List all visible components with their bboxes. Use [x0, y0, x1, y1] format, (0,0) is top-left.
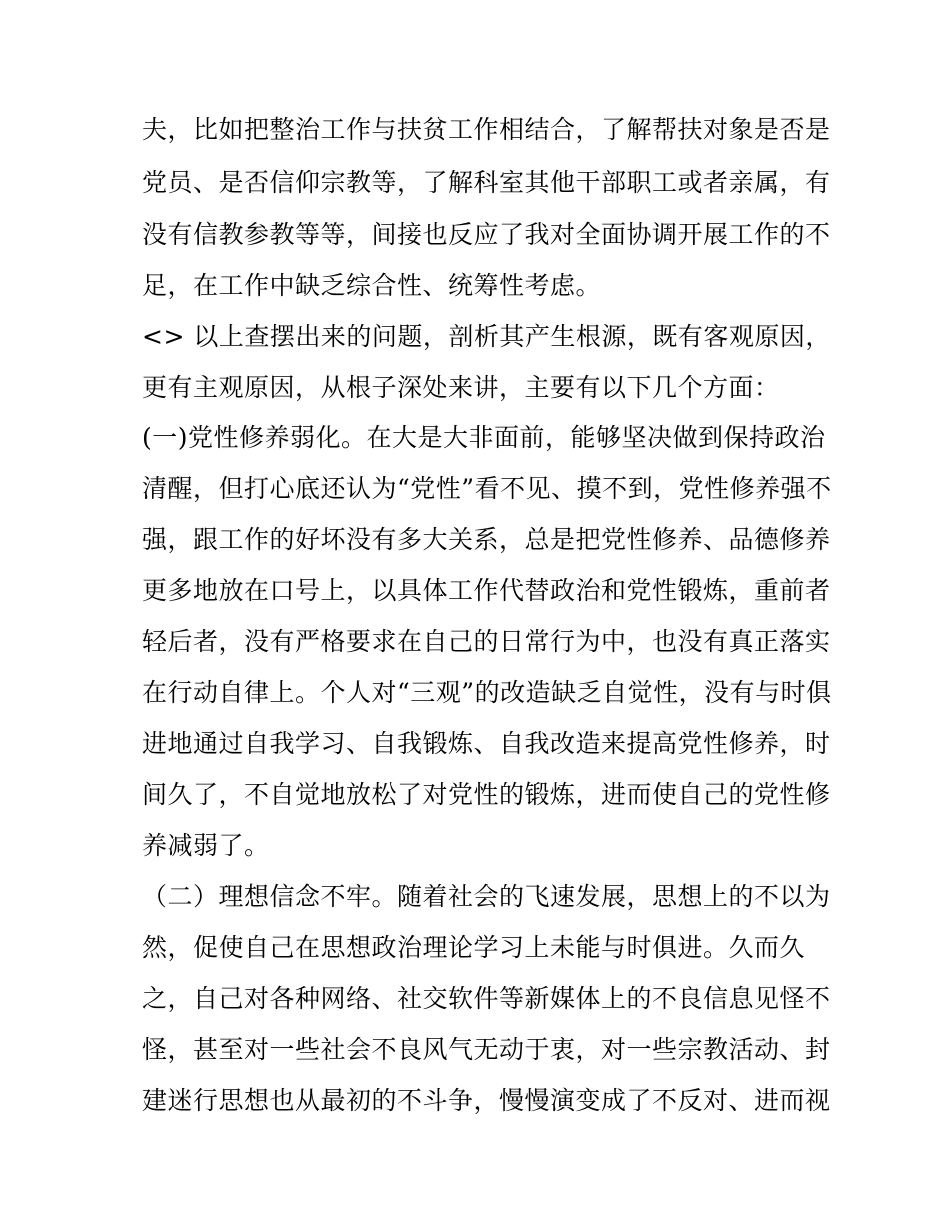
text-line: 养减弱了。: [142, 831, 270, 860]
text-line: 之，自己对各种网络、社交软件等新媒体上的不良信息见怪不: [142, 984, 831, 1013]
text-line: 建迷行思想也从最初的不斗争，慢慢演变成了不反对、进而视: [142, 1086, 831, 1115]
text-line: 怪，甚至对一些社会不良风气无动于衷，对一些宗教活动、封: [142, 1035, 831, 1064]
text-line: 强，跟工作的好坏没有多大关系，总是把党性修养、品德修养: [142, 525, 831, 554]
text-line: 足，在工作中缺乏综合性、统筹性考虑。: [142, 271, 602, 300]
text-line: 更多地放在口号上，以具体工作代替政治和党性锻炼，重前者: [142, 576, 831, 605]
text-line: 没有信教参教等等，间接也反应了我对全面协调开展工作的不: [142, 220, 831, 249]
text-line: 清醒，但打心底还认为“党性”看不见、摸不到，党性修养强不: [142, 474, 832, 503]
text-line: 间久了，不自觉地放松了对党性的锻炼，进而使自己的党性修: [142, 780, 831, 809]
text-line: (一)党性修养弱化。在大是大非面前，能够坚决做到保持政治: [142, 423, 826, 452]
text-line: 夫，比如把整治工作与扶贫工作相结合，了解帮扶对象是否是: [142, 115, 831, 144]
text-line: 党员、是否信仰宗教等，了解科室其他干部职工或者亲属，有: [142, 168, 831, 197]
text-line: （二）理想信念不牢。随着社会的飞速发展，思想上的不以为: [142, 882, 831, 911]
text-line: 进地通过自我学习、自我锻炼、自我改造来提高党性修养，时: [142, 729, 831, 758]
text-line: 更有主观原因，从根子深处来讲，主要有以下几个方面：: [142, 373, 780, 402]
text-line: 轻后者，没有严格要求在自己的日常行为中，也没有真正落实: [142, 627, 831, 656]
text-line: 在行动自律上。个人对“三观”的改造缺乏自觉性，没有与时俱: [142, 678, 832, 707]
text-line: 然，促使自己在思想政治理论学习上未能与时俱进。久而久: [142, 933, 806, 962]
text-line: <> 以上查摆出来的问题，剖析其产生根源，既有客观原因，: [142, 322, 831, 351]
